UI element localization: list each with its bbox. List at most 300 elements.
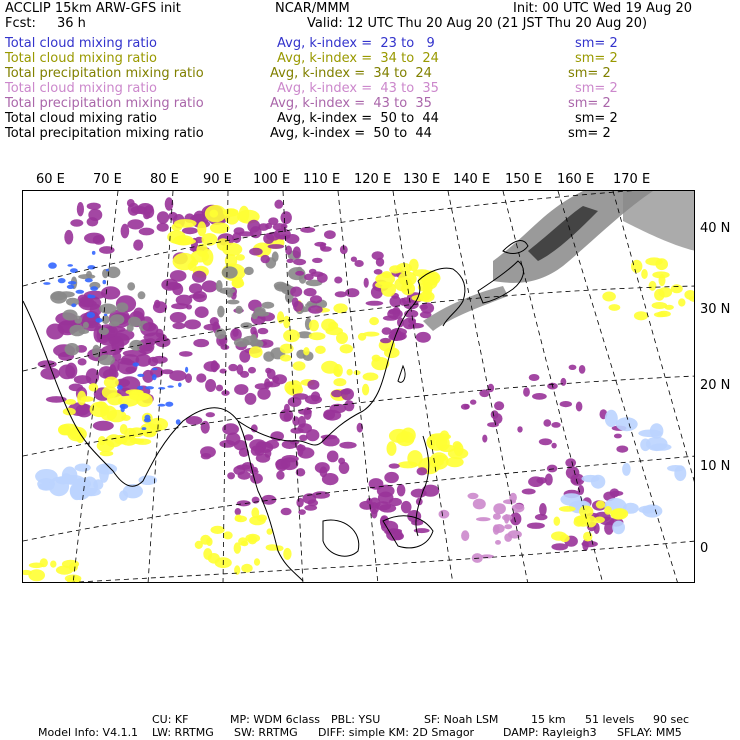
shading-blob — [461, 404, 469, 410]
shading-blob — [565, 458, 576, 467]
shading-blob — [374, 269, 383, 275]
shading-blob — [389, 463, 400, 468]
field-row — [5, 66, 735, 81]
shading-blob — [304, 505, 317, 511]
shading-blob — [366, 301, 384, 306]
shading-blob — [262, 302, 275, 309]
shading-blob — [551, 422, 560, 428]
shading-blob — [222, 243, 242, 256]
shading-blob — [554, 517, 561, 526]
shading-blob — [144, 418, 151, 422]
shading-blob — [264, 449, 271, 458]
shading-blob — [104, 377, 119, 389]
shading-blob — [117, 385, 123, 390]
shading-blob — [258, 328, 269, 334]
shading-blob — [388, 309, 400, 315]
shading-blob — [93, 421, 114, 431]
shading-blob — [561, 378, 567, 386]
shading-blob — [105, 434, 122, 447]
lat-label: 0 — [700, 541, 709, 556]
shading-blob — [640, 439, 650, 452]
field-avg: Avg, k-index = 34 to 24 — [270, 66, 432, 81]
shading-blob — [235, 306, 242, 314]
shading-blob — [92, 251, 96, 255]
shading-blob — [641, 269, 648, 279]
shading-blob — [121, 406, 125, 412]
lon-label: 130 E — [403, 172, 441, 187]
shading-blob — [364, 278, 369, 288]
shading-blob — [244, 434, 253, 440]
shading-blob — [616, 417, 638, 431]
shading-blob — [93, 479, 103, 490]
shading-blob — [77, 391, 86, 405]
shading-blob — [133, 362, 140, 366]
shading-blob — [320, 246, 332, 252]
shading-blob — [650, 443, 671, 450]
shading-blob — [69, 384, 83, 392]
shading-blob — [281, 508, 292, 515]
valid-time: Valid: 12 UTC Thu 20 Aug 20 (21 JST Thu 20 Aug 20) — [307, 16, 648, 31]
shading-blob — [611, 508, 629, 519]
shading-blob — [473, 499, 486, 510]
lon-label: 160 E — [557, 172, 595, 187]
shading-blob — [397, 484, 406, 496]
shading-blob — [90, 286, 98, 291]
field-avg: Avg, k-index = 23 to 9 — [277, 36, 435, 51]
shading-blob — [172, 323, 185, 330]
shading-blob — [389, 265, 402, 273]
shading-blob — [566, 466, 580, 479]
shading-blob — [239, 206, 249, 223]
shading-blob — [77, 202, 84, 216]
shading-blob — [293, 361, 306, 370]
shading-blob — [235, 508, 241, 515]
fcst-value: 36 h — [57, 16, 86, 31]
shading-blob — [197, 221, 206, 236]
shading-blob — [193, 339, 209, 347]
shading-blob — [371, 509, 377, 519]
shading-blob — [583, 532, 592, 542]
shading-blob — [70, 219, 83, 226]
shading-blob — [292, 416, 299, 426]
shading-blob — [333, 378, 346, 386]
shading-blob — [265, 223, 272, 229]
shading-blob — [569, 365, 577, 370]
shading-blob — [268, 244, 285, 249]
field-name: Total precipitation mixing ratio — [5, 126, 204, 141]
shading-blob — [59, 365, 76, 380]
shading-blob — [272, 251, 279, 262]
shading-blob — [289, 380, 302, 392]
shading-blob — [327, 451, 339, 463]
shading-blob — [298, 423, 312, 433]
footer-line-1 — [31, 713, 138, 739]
shading-blob — [638, 506, 656, 514]
shading-blob — [227, 292, 233, 298]
shading-blob — [650, 423, 664, 439]
shading-blob — [249, 346, 263, 358]
shading-blob — [634, 311, 648, 320]
lon-label: 100 E — [253, 172, 291, 187]
shading-blob — [493, 413, 503, 424]
shading-blob — [227, 300, 240, 305]
shading-blob — [267, 528, 273, 534]
shading-blob — [139, 228, 155, 236]
shading-blob — [605, 410, 618, 427]
shading-blob — [284, 404, 290, 413]
shading-blob — [222, 266, 238, 278]
shading-blob — [339, 442, 356, 449]
shading-blob — [517, 426, 522, 432]
shading-blob — [372, 251, 384, 260]
field-name: Total precipitation mixing ratio — [5, 66, 204, 81]
shading-blob — [87, 203, 101, 210]
shading-blob — [504, 524, 512, 529]
shading-blob — [139, 345, 153, 352]
field-avg: Avg, k-index = 50 to 44 — [277, 111, 439, 126]
shading-blob — [67, 285, 75, 289]
shading-blob — [50, 561, 56, 568]
shading-blob — [667, 465, 684, 472]
sf-scheme: SF: Noah LSM — [424, 713, 499, 726]
shading-blob — [277, 311, 284, 323]
pbl-scheme: PBL: YSU — [331, 713, 381, 726]
shading-blob — [158, 387, 165, 390]
shading-blob — [298, 409, 312, 415]
shading-blob — [345, 288, 359, 297]
shading-blob — [655, 258, 668, 270]
map-panel — [22, 190, 695, 583]
shading-blob — [104, 314, 108, 316]
shading-blob — [315, 462, 330, 473]
shading-blob — [408, 323, 424, 329]
shading-blob — [281, 224, 288, 230]
shading-blob — [254, 558, 260, 566]
field-name: Total cloud mixing ratio — [5, 111, 158, 126]
coastline — [398, 366, 405, 382]
field-sm: sm= 2 — [575, 111, 618, 126]
shading-blob — [532, 393, 547, 400]
shading-blob — [658, 287, 672, 297]
shading-blob — [439, 510, 450, 519]
field-avg: Avg, k-index = 43 to 35 — [277, 81, 439, 96]
shading-blob — [512, 504, 525, 513]
field-row — [5, 81, 735, 96]
shading-blob — [178, 383, 182, 388]
field-name: Total cloud mixing ratio — [5, 51, 158, 66]
shading-blob — [142, 427, 147, 430]
shading-blob — [290, 287, 302, 297]
shading-blob — [354, 260, 363, 267]
shading-blob — [241, 564, 252, 573]
shading-blob — [137, 386, 143, 390]
diff-scheme: DIFF: simple KM: 2D Smagor — [318, 726, 475, 739]
shading-blob — [622, 463, 631, 476]
shading-blob — [257, 388, 270, 400]
shading-blob — [551, 443, 556, 449]
shading-blob — [236, 464, 251, 469]
shading-blob — [276, 471, 284, 480]
shading-blob — [280, 354, 292, 361]
shading-blob — [411, 489, 427, 498]
shading-blob — [323, 410, 341, 421]
shading-blob — [69, 325, 85, 337]
lon-label: 170 E — [613, 172, 651, 187]
lon-label: 80 E — [150, 172, 179, 187]
lon-label: 60 E — [36, 172, 65, 187]
shading-blob — [58, 278, 66, 283]
shading-blob — [195, 306, 209, 318]
shading-blob — [144, 205, 154, 218]
shading-blob — [234, 542, 241, 553]
shading-blob — [261, 255, 270, 263]
shading-blob — [125, 367, 136, 374]
damp-scheme: DAMP: Rayleigh3 — [503, 726, 597, 739]
shading-blob — [375, 281, 392, 288]
shading-blob — [274, 200, 283, 209]
shading-blob — [196, 373, 206, 382]
mp-scheme: MP: WDM 6class — [230, 713, 320, 726]
shading-blob — [93, 235, 105, 245]
levels: 51 levels — [585, 713, 635, 726]
field-name: Total cloud mixing ratio — [5, 81, 158, 96]
lat-label: 20 N — [700, 378, 731, 393]
shading-blob — [89, 383, 99, 391]
shading-blob — [251, 507, 259, 518]
lat-label: 40 N — [700, 221, 731, 236]
shading-blob — [338, 458, 345, 465]
shading-blob — [509, 493, 517, 503]
shading-blob — [312, 258, 323, 263]
shading-blob — [254, 446, 264, 455]
shading-blob — [522, 489, 536, 495]
shading-blob — [495, 540, 501, 545]
shading-blob — [40, 368, 60, 380]
shading-blob — [300, 227, 315, 233]
field-sm: sm= 2 — [568, 126, 611, 141]
shading-blob — [234, 384, 248, 395]
shading-blob — [579, 365, 586, 374]
shading-blob — [389, 429, 409, 443]
shading-blob — [100, 451, 114, 457]
shading-blob — [227, 472, 235, 479]
shading-blob — [527, 523, 545, 529]
shading-blob — [310, 295, 322, 303]
shading-blob — [171, 223, 182, 231]
shading-blob — [551, 531, 567, 540]
shading-blob — [167, 385, 173, 387]
shading-blob — [124, 428, 136, 440]
shading-blob — [161, 279, 178, 291]
shading-blob — [137, 374, 144, 377]
shading-blob — [235, 516, 247, 523]
shading-blob — [280, 344, 294, 354]
shading-blob — [189, 283, 203, 294]
shading-blob — [75, 464, 91, 472]
shading-blob — [659, 274, 666, 286]
shading-blob — [309, 269, 317, 275]
shading-blob — [67, 264, 73, 267]
shading-blob — [87, 312, 95, 318]
shading-blob — [205, 379, 216, 392]
shading-blob — [612, 521, 625, 535]
cloud-band — [423, 286, 508, 331]
shading-blob — [303, 347, 309, 355]
shading-blob — [78, 274, 95, 279]
shading-blob — [610, 488, 620, 497]
shading-blob — [165, 402, 173, 407]
shading-blob — [223, 531, 233, 539]
shading-blob — [354, 370, 361, 375]
shading-blob — [110, 314, 125, 325]
field-avg: Avg, k-index = 43 to 35 — [270, 96, 432, 111]
shading-blob — [333, 303, 347, 313]
shading-blob — [169, 370, 186, 381]
shading-blob — [254, 307, 266, 316]
shading-blob — [576, 402, 583, 412]
shading-blob — [152, 356, 168, 364]
header-row-2 — [5, 16, 735, 31]
shading-blob — [237, 364, 244, 375]
shading-blob — [241, 322, 253, 329]
shading-blob — [287, 259, 294, 263]
shading-blob — [315, 346, 326, 354]
shading-blob — [321, 361, 339, 374]
shading-blob — [382, 327, 392, 335]
shading-blob — [40, 558, 48, 567]
sflay-scheme: SFLAY: MM5 — [617, 726, 682, 739]
shading-blob — [665, 305, 674, 310]
shading-blob — [143, 322, 157, 331]
shading-blob — [201, 421, 210, 434]
shading-blob — [232, 277, 244, 289]
shading-blob — [133, 240, 143, 251]
shading-blob — [275, 283, 292, 292]
field-sm: sm= 2 — [575, 36, 618, 51]
lon-label: 110 E — [303, 172, 341, 187]
shading-blob — [103, 280, 107, 284]
model-info: Model Info: V4.1.1 — [38, 726, 139, 739]
shading-blob — [176, 295, 193, 306]
shading-blob — [671, 284, 683, 293]
shading-blob — [369, 317, 379, 325]
field-row — [5, 51, 735, 66]
shading-blob — [185, 367, 188, 373]
shading-blob — [380, 338, 391, 343]
shading-blob — [372, 355, 381, 362]
shading-blob — [307, 380, 319, 390]
field-sm: sm= 2 — [575, 51, 618, 66]
field-row — [5, 111, 735, 126]
map-canvas — [23, 191, 695, 583]
shading-blob — [297, 444, 303, 456]
shading-blob — [215, 328, 226, 339]
shading-blob — [293, 246, 301, 258]
shading-blob — [362, 384, 369, 396]
shading-blob — [591, 475, 605, 489]
center-label: NCAR/MMM — [275, 1, 350, 16]
shading-blob — [136, 393, 153, 407]
plot-title: ACCLIP 15km ARW-GFS init — [5, 1, 181, 16]
field-sm: sm= 2 — [568, 66, 611, 81]
shading-blob — [99, 304, 116, 314]
shading-blob — [228, 364, 238, 371]
shading-blob — [201, 453, 211, 459]
shading-blob — [192, 271, 206, 283]
field-row — [5, 126, 735, 141]
shading-blob — [239, 350, 250, 363]
shading-blob — [216, 280, 223, 292]
shading-blob — [523, 387, 530, 397]
longitude-line — [393, 191, 453, 583]
shading-blob — [100, 407, 109, 414]
shading-blob — [50, 291, 67, 304]
timestep: 90 sec — [653, 713, 690, 726]
shading-blob — [649, 281, 657, 291]
shading-blob — [74, 316, 82, 324]
shading-blob — [529, 374, 540, 381]
shading-blob — [179, 351, 193, 357]
shading-blob — [216, 385, 223, 392]
shading-blob — [217, 306, 224, 318]
shading-blob — [309, 332, 326, 340]
coastline — [323, 520, 359, 556]
header-row-1 — [5, 1, 735, 16]
shading-blob — [71, 303, 76, 307]
shading-blob — [210, 222, 230, 233]
shading-blob — [64, 230, 73, 245]
shading-blob — [654, 312, 667, 317]
shading-blob — [602, 292, 616, 302]
shading-blob — [204, 361, 220, 372]
shading-blob — [116, 302, 128, 312]
shading-blob — [304, 288, 317, 296]
lon-label: 90 E — [203, 172, 232, 187]
shading-blob — [74, 375, 91, 384]
shading-blob — [158, 404, 166, 407]
shading-blob — [417, 467, 428, 475]
shading-blob — [182, 227, 198, 234]
shading-blob — [206, 412, 215, 417]
shading-blob — [325, 327, 343, 335]
shading-blob — [347, 369, 353, 376]
shading-blob — [238, 231, 253, 236]
shading-blob — [245, 534, 260, 543]
shading-blob — [78, 358, 87, 365]
shading-blob — [614, 434, 622, 439]
shading-blob — [309, 320, 319, 332]
shading-blob — [363, 332, 380, 337]
fcst-label: Fcst: — [5, 16, 36, 31]
shading-blob — [70, 482, 84, 500]
shading-blob — [76, 435, 84, 443]
shading-blob — [340, 344, 353, 353]
lw-scheme: LW: RRTMG — [152, 726, 214, 739]
field-avg: Avg, k-index = 50 to 44 — [270, 126, 432, 141]
shading-blob — [341, 388, 354, 400]
shading-blob — [157, 211, 169, 224]
shading-blob — [419, 304, 428, 309]
shading-blob — [334, 277, 342, 284]
longitude-line — [613, 191, 695, 583]
shading-blob — [281, 211, 292, 224]
shading-blob — [384, 472, 399, 483]
shading-blob — [170, 312, 187, 323]
shading-blob — [535, 514, 548, 520]
field-row — [5, 36, 735, 51]
shading-blob — [493, 503, 506, 514]
shading-blob — [482, 435, 487, 443]
